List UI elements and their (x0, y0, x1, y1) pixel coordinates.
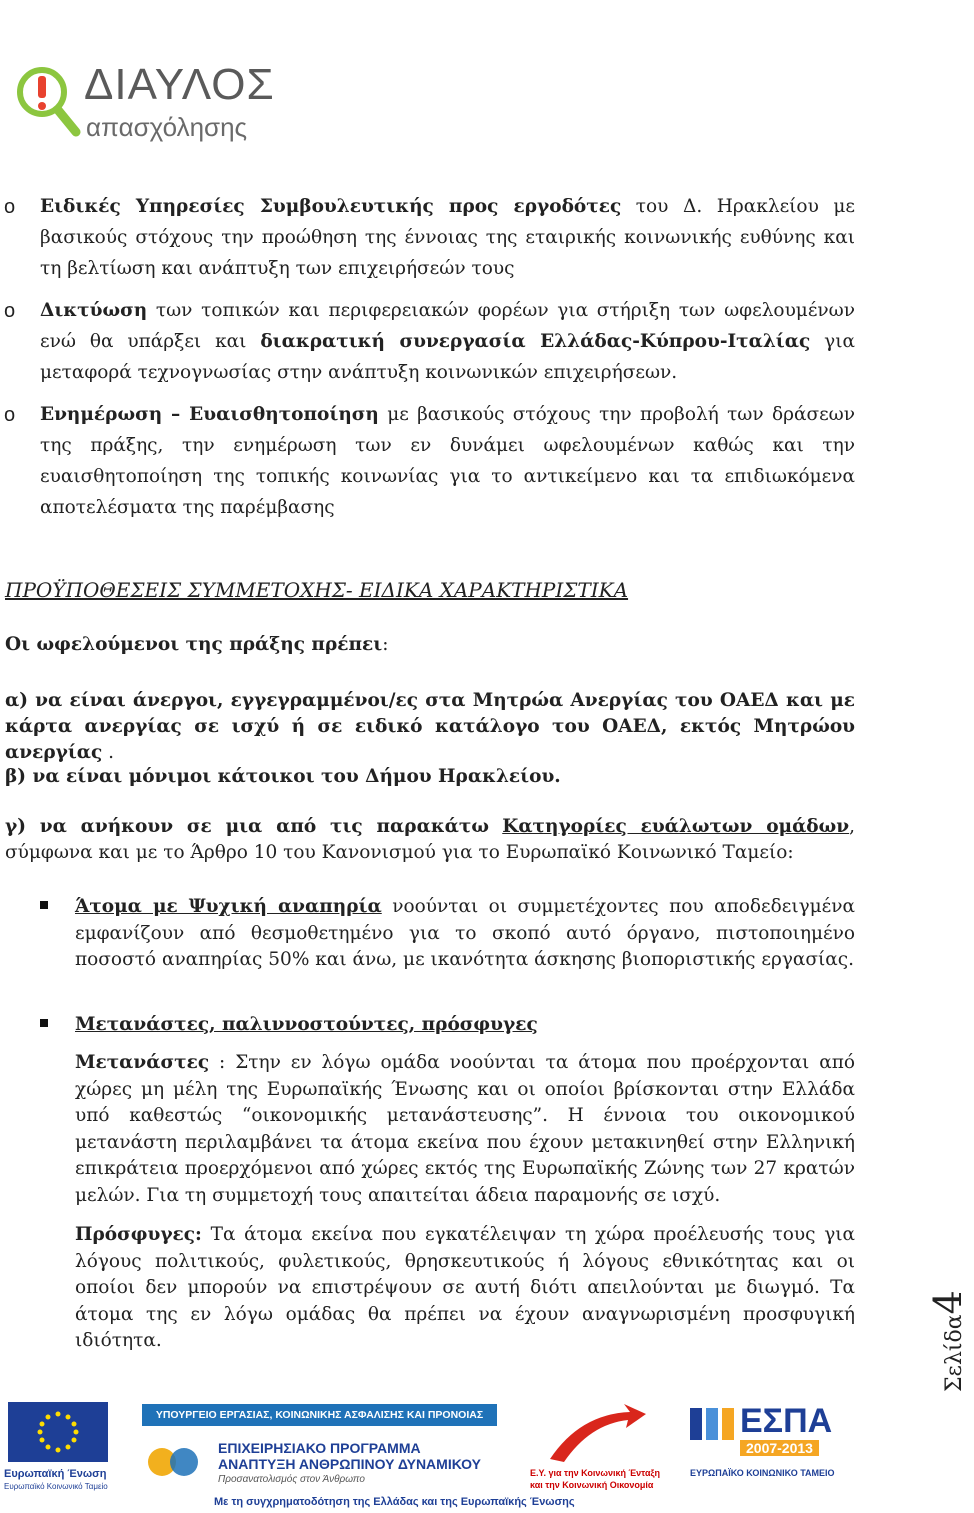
refugees-label: Πρόσφυγες: (75, 1224, 202, 1245)
category-disabled (75, 894, 855, 974)
arrow-logo-icon (540, 1404, 650, 1464)
logo-title: ΔΙΑΥΛΟΣ (84, 60, 275, 109)
espa-title: ΕΣΠΑ (740, 1402, 833, 1440)
espa-flag-icon (690, 1404, 740, 1444)
eu-title: Ευρωπαϊκή Ένωση (4, 1468, 107, 1480)
square-bullet-icon (40, 901, 48, 909)
condition-c-text: , σύμφωνα και με το Άρθρο 10 του Κανονισμού για το Ευρωπαϊκό Κοινωνικό Ταμείο: (5, 816, 855, 863)
program-line2: ΑΝΑΠΤΥΞΗ ΑΝΘΡΩΠΙΝΟΥ ΔΥΝΑΜΙΚΟΥ (218, 1456, 482, 1472)
page-label: Σελίδα (942, 1314, 967, 1392)
espa-years: 2007-2013 (740, 1440, 819, 1456)
refugees-text: Τα άτομα εκείνα που εγκατέλειψαν τη χώρα προέλευσής τους για λόγους πολιτικούς, φυλετικούς, θρησκευτικούς ή λόγους εθνικότητας και οι οποίοι δεν μπορούν να επιστρέψουν σε αυτή διότι απειλούνται με διωγμό. Τα άτομα της εν λόγω ομάδας θα πρέπει να έχουν αναγνωρισμένη προσφυγική ιδιότητα. (75, 1224, 855, 1351)
service-text: του Δ. Ηρακλείου με βασικούς στόχους την προώθηση της έννοιας της εταιρικής κοινωνικής ευθύνης και τη βελτίωση και ανάπτυξη των επιχειρήσεών τους (40, 196, 855, 279)
category-disabled-text: νοούνται οι συμμετέχοντες που αποδεδειγμένα εμφανίζουν από θεσμοθετημένο για το σκοπό αυτό όργανο, πιστοποιημένο ποσοστό αναπηρίας 50% και άνω, με ικανότητα άσκησης βιοποριστικής εργασίας. (75, 896, 856, 970)
list-item (40, 295, 855, 388)
magnifier-exclamation-icon (14, 58, 78, 138)
vulnerable-groups-link[interactable]: Κατηγορίες ευάλωτων ομάδων (502, 816, 850, 837)
page-number-value: 4 (926, 1290, 970, 1315)
list-item (40, 399, 855, 523)
condition-c (5, 814, 855, 866)
service-title: Ενημέρωση – Ευαισθητοποίηση (40, 404, 379, 425)
service-title: Δικτύωση (40, 300, 148, 321)
list-item (40, 191, 855, 284)
program-line3: Προσανατολισμός στον Άνθρωπο (218, 1474, 365, 1485)
eu-flag-icon (8, 1402, 108, 1462)
page-number (914, 1290, 974, 1400)
bullet-marker: o (4, 300, 16, 322)
migrants-text: : Στην εν λόγω ομάδα νοούνται τα άτομα που προέρχονται από χώρες μη μέλη της Ευρωπαϊκής Ένωσης και οι οποίοι βρίσκονται στην Ελλάδα υπό καθεστώς “οικονομικής μετανάστευσης”. Η έννοια του οικονομικού μετανάστη περιλαμβάνει τα άτομα εκείνα που έχουν μετακινηθεί στην Ελληνική επικράτεια προερχόμενοι από χώρες εκτός της Ευρωπαϊκής Ζώνης των 27 κρατών μελών. Για τη συμμετοχή τους απαιτείται άδεια παραμονής σε ισχύ. (75, 1052, 855, 1206)
service-highlight: διακρατική συνεργασία Ελλάδας-Κύπρου-Ιταλίας (260, 331, 811, 352)
beneficiaries-bold: Οι ωφελούμενοι της πράξης πρέπει (5, 634, 383, 655)
category-migrants-title-row (75, 1012, 855, 1039)
condition-a-text: α) να είναι άνεργοι, εγγεγραμμένοι/ες στα Μητρώα Ανεργίας του ΟΑΕΔ και με κάρτα ανεργίας σε ισχύ ή σε ειδικό κατάλογο του ΟΑΕΔ, εκτός Μητρώου ανεργίας (5, 690, 855, 763)
category-refugees (75, 1222, 855, 1355)
condition-c-bold: γ) να ανήκουν σε μια από τις παρακάτω (5, 816, 489, 837)
footer-logos (0, 1400, 960, 1513)
ministry-banner: ΥΠΟΥΡΓΕΙΟ ΕΡΓΑΣΙΑΣ, ΚΟΙΝΩΝΙΚΗΣ ΑΣΦΑΛΙΣΗΣ ΚΑΙ ΠΡΟΝΟΙΑΣ (142, 1404, 497, 1426)
program-line1: ΕΠΙΧΕΙΡΗΣΙΑΚΟ ΠΡΟΓΡΑΜΜΑ (218, 1440, 421, 1456)
service-text: με βασικούς στόχους την προβολή των δράσεων της πράξης, την ενημέρωση των εν δυνάμει ωφελουμένων καθώς και την ευαισθητοποίηση της τοπικής κοινωνίας για το αντικείμενο και τα επιδιωκόμενα αποτελέσματα της παρέμβασης (40, 404, 855, 518)
condition-b (5, 764, 855, 790)
hands-logo-icon (142, 1432, 212, 1492)
category-migrants-title: Μετανάστες, παλιννοστούντες, πρόσφυγες (75, 1014, 538, 1035)
condition-b-text: β) να είναι μόνιμοι κάτοικοι του Δήμου Ηρακλείου. (5, 766, 561, 787)
bullet-marker: o (4, 196, 16, 218)
condition-a-end: . (102, 742, 115, 763)
square-bullet-icon (40, 1019, 48, 1027)
category-disabled-title: Άτομα με Ψυχική αναπηρία (75, 896, 382, 917)
beneficiaries-colon: : (382, 634, 389, 655)
eu-subtitle: Ευρωπαϊκό Κοινωνικό Ταμείο (4, 1482, 108, 1491)
bullet-marker: o (4, 404, 16, 426)
ey-line2: και την Κοινωνική Οικονομία (530, 1480, 654, 1490)
beneficiaries-intro (5, 634, 388, 655)
ey-line1: Ε.Υ. για την Κοινωνική Ένταξη (530, 1468, 660, 1478)
logo-subtitle: απασχόλησης (86, 112, 248, 142)
cofunding-text: Με τη συγχρηματοδότηση της Ελλάδας και της Ευρωπαϊκής Ένωσης (214, 1496, 575, 1508)
migrants-label: Μετανάστες (75, 1052, 210, 1073)
service-title: Ειδικές Υπηρεσίες Συμβουλευτικής προς εργοδότες (40, 196, 622, 217)
category-migrants (75, 1050, 855, 1209)
espa-subtitle: ΕΥΡΩΠΑΪΚΟ ΚΟΙΝΩΝΙΚΟ ΤΑΜΕΙΟ (690, 1468, 835, 1478)
condition-a (5, 688, 855, 766)
section-heading: ΠΡΟΫΠΟΘΕΣΕΙΣ ΣΥΜΜΕΤΟΧΗΣ- ΕΙΔΙΚΑ ΧΑΡΑΚΤΗΡΙΣΤΙΚΑ (5, 578, 629, 602)
diaylos-logo (14, 58, 275, 148)
service-text: των τοπικών και περιφερειακών φορέων για στήριξη των ωφελουμένων ενώ θα υπάρξει και (40, 300, 855, 352)
service-text-end: για μεταφορά τεχνογνωσίας στην ανάπτυξη κοινωνικών επιχειρήσεων. (40, 331, 855, 383)
